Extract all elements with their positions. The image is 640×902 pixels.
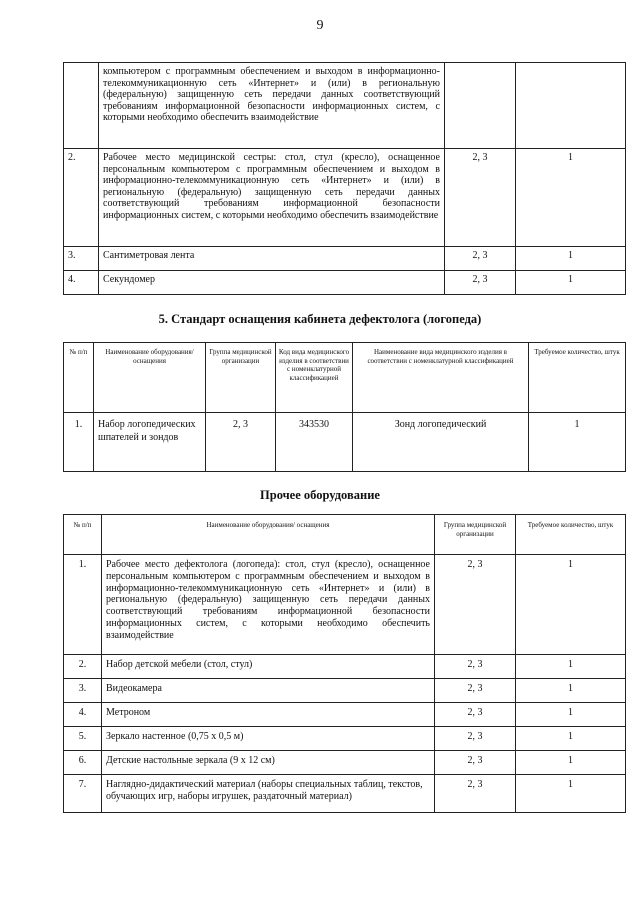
table-row xyxy=(64,63,626,149)
equipment-table-continued xyxy=(63,62,626,295)
row-group: 2, 3 xyxy=(435,679,516,703)
row-name: Метроном xyxy=(102,703,435,727)
row-group: 2, 3 xyxy=(435,555,516,655)
row-number: 2. xyxy=(64,149,99,247)
col-header-num: № п/п xyxy=(64,343,94,413)
row-group: 2, 3 xyxy=(445,271,516,295)
col-header-code: Код вида медицинского изделия в соответствии с номенклатурной классификацией xyxy=(276,343,353,413)
col-header-name: Наименование оборудования/ оснащения xyxy=(102,515,435,555)
table-row xyxy=(64,247,626,271)
table-row xyxy=(64,775,626,813)
col-header-qty: Требуемое количество, штук xyxy=(529,343,626,413)
row-number: 1. xyxy=(64,555,102,655)
col-header-name: Наименование оборудования/ оснащения xyxy=(94,343,206,413)
row-number: 2. xyxy=(64,655,102,679)
defectologist-standard-table xyxy=(63,342,626,472)
row-name: Видеокамера xyxy=(102,679,435,703)
table-row xyxy=(64,655,626,679)
row-number: 4. xyxy=(64,271,99,295)
row-group: 2, 3 xyxy=(445,149,516,247)
row-name: Зеркало настенное (0,75 х 0,5 м) xyxy=(102,727,435,751)
col-header-group: Группа медицинской организации xyxy=(206,343,276,413)
table-row xyxy=(64,679,626,703)
row-name: Набор логопедических шпателей и зондов xyxy=(94,413,206,472)
row-name: Наглядно-дидактический материал (наборы специальных таблиц, текстов, обучающих игр, наборы игрушек, раздаточный материал) xyxy=(102,775,435,813)
row-number: 6. xyxy=(64,751,102,775)
row-group: 2, 3 xyxy=(445,247,516,271)
row-qty: 1 xyxy=(516,555,626,655)
row-name: Детские настольные зеркала (9 х 12 см) xyxy=(102,751,435,775)
row-qty: 1 xyxy=(516,775,626,813)
table-row xyxy=(64,727,626,751)
row-group: 2, 3 xyxy=(206,413,276,472)
row-group: 2, 3 xyxy=(435,775,516,813)
row-qty: 1 xyxy=(516,703,626,727)
row-number: 5. xyxy=(64,727,102,751)
col-header-num: № п/п xyxy=(64,515,102,555)
table-row xyxy=(64,149,626,247)
table-row xyxy=(64,555,626,655)
other-equipment-table xyxy=(63,514,626,813)
col-header-qty: Требуемое количество, штук xyxy=(516,515,626,555)
row-number: 7. xyxy=(64,775,102,813)
table-header-row xyxy=(64,515,626,555)
row-name: компьютером с программным обеспечением и выходом в информационно-телекоммуникационную сеть «Интернет» и (или) в региональную (федеральную) защищенную сеть передачи данных соответствующий требованиям информационной безопасности информационных систем, с которыми необходимо обеспечить взаимодействие xyxy=(99,63,445,149)
row-group: 2, 3 xyxy=(435,751,516,775)
row-name: Рабочее место дефектолога (логопеда): стол, стул (кресло), оснащенное персональным компьютером с программным обеспечением и выходом в информационно-телекоммуникационную сеть «Интернет» и (или) в региональную (федеральную) защищенную сеть передачи данных соответствующий требованиям информационной безопасности информационных систем, с которыми необходимо обеспечить взаимодействие xyxy=(102,555,435,655)
row-code: 343530 xyxy=(276,413,353,472)
table-row xyxy=(64,271,626,295)
table-row xyxy=(64,703,626,727)
col-header-group: Группа медицинской организации xyxy=(435,515,516,555)
table-row xyxy=(64,751,626,775)
row-name: Рабочее место медицинской сестры: стол, стул (кресло), оснащенное персональным компьютером с программным обеспечением и выходом в информационно-телекоммуникационную сеть «Интернет» и (или) в региональную (федеральную) защищенную сеть передачи данных соответствующий требованиям информационной безопасности информационных систем, с которыми необходимо обеспечить взаимодействие xyxy=(99,149,445,247)
table-row xyxy=(64,413,626,472)
row-group: 2, 3 xyxy=(435,727,516,751)
row-qty: 1 xyxy=(516,271,626,295)
row-number: 1. xyxy=(64,413,94,472)
row-number: 3. xyxy=(64,247,99,271)
table-header-row xyxy=(64,343,626,413)
row-qty: 1 xyxy=(516,655,626,679)
other-equipment-title: Прочее оборудование xyxy=(260,488,380,502)
row-qty: 1 xyxy=(516,679,626,703)
row-qty: 1 xyxy=(516,247,626,271)
row-qty: 1 xyxy=(516,149,626,247)
row-qty: 1 xyxy=(529,413,626,472)
col-header-kind: Наименование вида медицинского изделия в соответствии с номенклатурной классификацией xyxy=(353,343,529,413)
page-number: 9 xyxy=(316,18,324,33)
row-name: Набор детской мебели (стол, стул) xyxy=(102,655,435,679)
row-qty: 1 xyxy=(516,751,626,775)
row-group: 2, 3 xyxy=(435,655,516,679)
row-number xyxy=(64,63,99,149)
row-name: Сантиметровая лента xyxy=(99,247,445,271)
row-qty: 1 xyxy=(516,727,626,751)
row-number: 4. xyxy=(64,703,102,727)
row-number: 3. xyxy=(64,679,102,703)
row-name: Секундомер xyxy=(99,271,445,295)
row-group: 2, 3 xyxy=(435,703,516,727)
row-qty xyxy=(516,63,626,149)
row-group xyxy=(445,63,516,149)
row-kind: Зонд логопедический xyxy=(353,413,529,472)
section-title: 5. Стандарт оснащения кабинета дефектолога (логопеда) xyxy=(158,312,482,326)
